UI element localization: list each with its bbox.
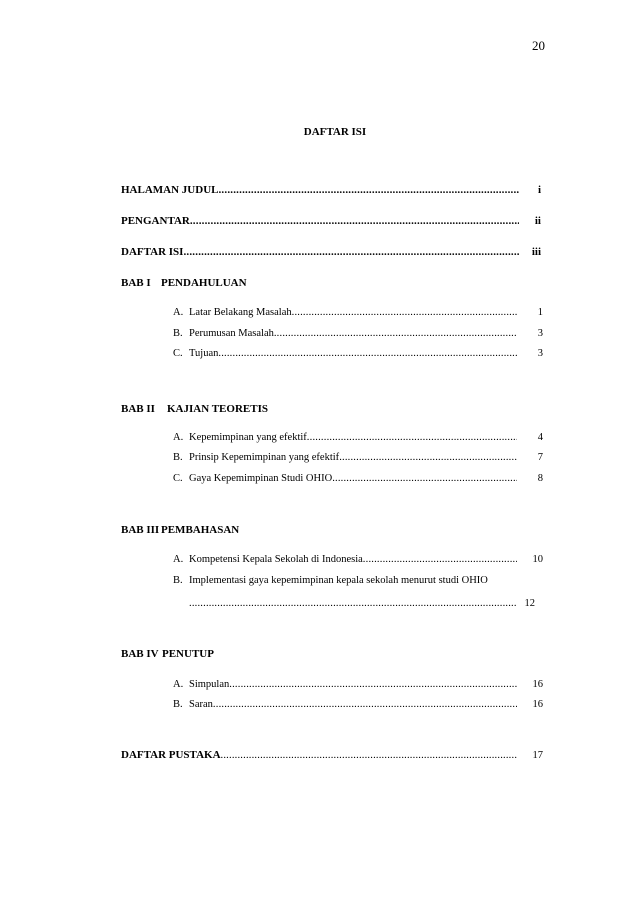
dot-leader bbox=[274, 328, 517, 339]
chapter-title: PEMBAHASAN bbox=[161, 524, 240, 536]
chapter-number: BAB II bbox=[121, 403, 155, 415]
dot-leader bbox=[332, 473, 517, 484]
toc-entry-perumusan-masalah[interactable] bbox=[173, 328, 543, 339]
chapter-heading-bab-3 bbox=[121, 524, 239, 536]
item-letter: B. bbox=[173, 452, 183, 463]
toc-entry-gaya-kepemimpinan[interactable] bbox=[173, 473, 543, 484]
chapter-heading-bab-1 bbox=[121, 277, 247, 289]
chapter-title: PENDAHULUAN bbox=[161, 277, 247, 289]
item-letter: A. bbox=[173, 432, 184, 443]
dot-leader bbox=[183, 246, 519, 258]
item-letter: B. bbox=[173, 699, 183, 710]
toc-entry-label: Gaya Kepemimpinan Studi OHIO bbox=[189, 473, 333, 484]
dot-leader bbox=[190, 215, 519, 227]
dot-leader bbox=[218, 348, 517, 359]
chapter-heading-bab-2 bbox=[121, 403, 268, 415]
toc-entry-label: HALAMAN JUDUL bbox=[121, 184, 219, 196]
toc-entry-label: PENGANTAR bbox=[121, 215, 190, 227]
toc-entry-page: 16 bbox=[532, 679, 543, 690]
toc-entry-page: 12 bbox=[524, 598, 535, 609]
item-letter: A. bbox=[173, 679, 184, 690]
toc-entry-page: ii bbox=[534, 215, 541, 227]
toc-entry-page: 3 bbox=[537, 328, 543, 339]
toc-entry-saran[interactable] bbox=[173, 699, 543, 710]
toc-entry-label: DAFTAR PUSTAKA bbox=[121, 749, 221, 761]
toc-entry-label: Tujuan bbox=[189, 348, 219, 359]
chapter-number: BAB I bbox=[121, 277, 151, 289]
toc-entry-page: 17 bbox=[532, 750, 543, 761]
toc-entry-label: Saran bbox=[189, 699, 213, 710]
toc-entry-label: DAFTAR ISI bbox=[121, 246, 184, 258]
item-letter: C. bbox=[173, 348, 183, 359]
toc-entry-label: Perumusan Masalah bbox=[189, 328, 274, 339]
chapter-number: BAB III bbox=[121, 524, 160, 536]
toc-entry-label: Prinsip Kepemimpinan yang efektif bbox=[189, 452, 340, 463]
toc-entry-kepemimpinan-efektif[interactable] bbox=[173, 432, 543, 443]
item-letter: B. bbox=[173, 575, 183, 586]
chapter-title: PENUTUP bbox=[162, 648, 214, 660]
toc-entry-page: 3 bbox=[537, 348, 543, 359]
toc-entry-page: iii bbox=[531, 246, 541, 258]
toc-entry-page: 10 bbox=[532, 554, 543, 565]
toc-entry-implementasi-gaya[interactable] bbox=[173, 575, 488, 586]
toc-entry-label: Simpulan bbox=[189, 679, 230, 690]
toc-entry-label: Implementasi gaya kepemimpinan kepala sekolah menurut studi OHIO bbox=[189, 575, 488, 586]
dot-leader bbox=[229, 679, 517, 690]
toc-entry-daftar-isi[interactable] bbox=[121, 246, 541, 258]
toc-entry-page: 7 bbox=[537, 452, 543, 463]
item-letter: A. bbox=[173, 307, 184, 318]
toc-entry-kompetensi-kepala-sekolah[interactable] bbox=[173, 554, 543, 565]
item-letter: B. bbox=[173, 328, 183, 339]
toc-entry-pengantar[interactable] bbox=[121, 215, 541, 227]
dot-leader bbox=[363, 554, 517, 565]
toc-entry-daftar-pustaka[interactable] bbox=[121, 749, 543, 761]
toc-entry-page: 8 bbox=[537, 473, 543, 484]
toc-entry-label: Latar Belakang Masalah bbox=[189, 307, 292, 318]
chapter-heading-bab-4 bbox=[121, 648, 214, 660]
dot-leader bbox=[213, 699, 517, 710]
item-letter: A. bbox=[173, 554, 184, 565]
toc-entry-tujuan[interactable] bbox=[173, 348, 543, 359]
page-title: DAFTAR ISI bbox=[303, 126, 367, 138]
dot-leader bbox=[221, 750, 517, 761]
chapter-title: KAJIAN TEORETIS bbox=[167, 403, 268, 415]
toc-entry-simpulan[interactable] bbox=[173, 679, 543, 690]
dot-leader bbox=[218, 184, 519, 196]
toc-entry-implementasi-gaya-continuation[interactable] bbox=[189, 598, 535, 609]
toc-entry-page: 4 bbox=[537, 432, 543, 443]
toc-entry-page: i bbox=[537, 184, 541, 196]
toc-entry-prinsip-kepemimpinan[interactable] bbox=[173, 452, 543, 463]
toc-entry-page: 1 bbox=[537, 307, 543, 318]
dot-leader bbox=[307, 432, 517, 443]
item-letter: C. bbox=[173, 473, 183, 484]
toc-entry-latar-belakang[interactable] bbox=[173, 307, 543, 318]
dot-leader bbox=[189, 598, 517, 609]
dot-leader bbox=[339, 452, 517, 463]
toc-entry-halaman-judul[interactable] bbox=[121, 184, 541, 196]
dot-leader bbox=[292, 307, 517, 318]
toc-entry-label: Kompetensi Kepala Sekolah di Indonesia bbox=[189, 554, 363, 565]
page-number: 20 bbox=[532, 38, 545, 53]
toc-entry-label: Kepemimpinan yang efektif bbox=[189, 432, 307, 443]
toc-entry-page: 16 bbox=[532, 699, 543, 710]
chapter-number: BAB IV bbox=[121, 648, 159, 660]
